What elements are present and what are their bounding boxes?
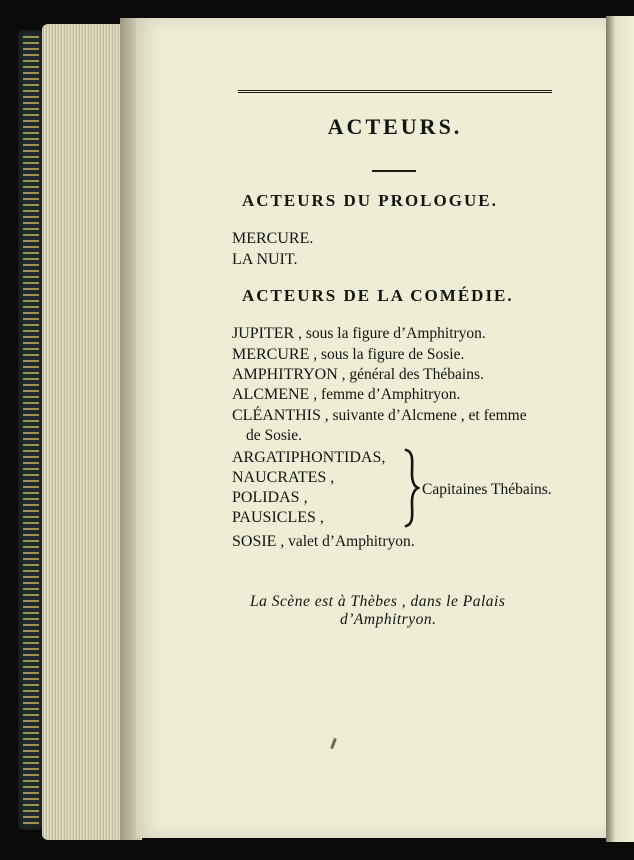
captain-name: PAUSICLES , [232, 509, 324, 526]
cast-role: , femme d’Amphitryon. [313, 386, 461, 403]
scene-caption-line-1: La Scène est à Thèbes , dans le Palais [250, 593, 506, 610]
cast-role: , valet d’Amphitryon. [280, 533, 415, 550]
prologue-cast-2: LA NUIT. [232, 251, 298, 268]
cast-line [232, 325, 486, 343]
spine-decoration [23, 36, 39, 824]
cast-line [232, 366, 484, 384]
curly-brace [402, 448, 420, 528]
cast-line [232, 386, 460, 404]
cast-name: SOSIE [232, 533, 277, 550]
captains-label: Capitaines Thébains. [422, 481, 552, 498]
cast-role: , sous la figure d’Amphitryon. [298, 325, 486, 342]
captain-name: NAUCRATES , [232, 469, 335, 486]
cast-line [232, 407, 527, 425]
cast-name: CLÉANTHIS [232, 407, 321, 424]
captain-name: POLIDAS , [232, 489, 308, 506]
prologue-cast-1: MERCURE. [232, 230, 314, 247]
cast-role-continuation: de Sosie. [246, 427, 302, 444]
cast-line [232, 346, 464, 364]
captain-name: ARGATIPHONTIDAS, [232, 449, 386, 466]
top-double-rule [238, 90, 552, 93]
page-title: ACTEURS. [327, 114, 463, 139]
cast-role: , général des Thébains. [341, 366, 484, 383]
next-page-edge [606, 16, 634, 842]
book-page [136, 18, 606, 838]
comedy-heading: ACTEURS DE LA COMÉDIE. [242, 286, 514, 305]
book-spine [18, 30, 44, 830]
title-underline [372, 170, 416, 172]
cast-name: ALCMENE [232, 386, 310, 403]
prologue-heading: ACTEURS DU PROLOGUE. [242, 191, 498, 210]
cast-role: , suivante d’Alcmene , et femme [324, 407, 527, 424]
cast-name: MERCURE [232, 346, 310, 363]
cast-line [232, 533, 415, 551]
cast-name: AMPHITRYON [232, 366, 338, 383]
cast-name: JUPITER [232, 325, 295, 342]
cast-role: , sous la figure de Sosie. [313, 346, 465, 363]
scene-caption-line-2: d’Amphitryon. [340, 611, 437, 628]
